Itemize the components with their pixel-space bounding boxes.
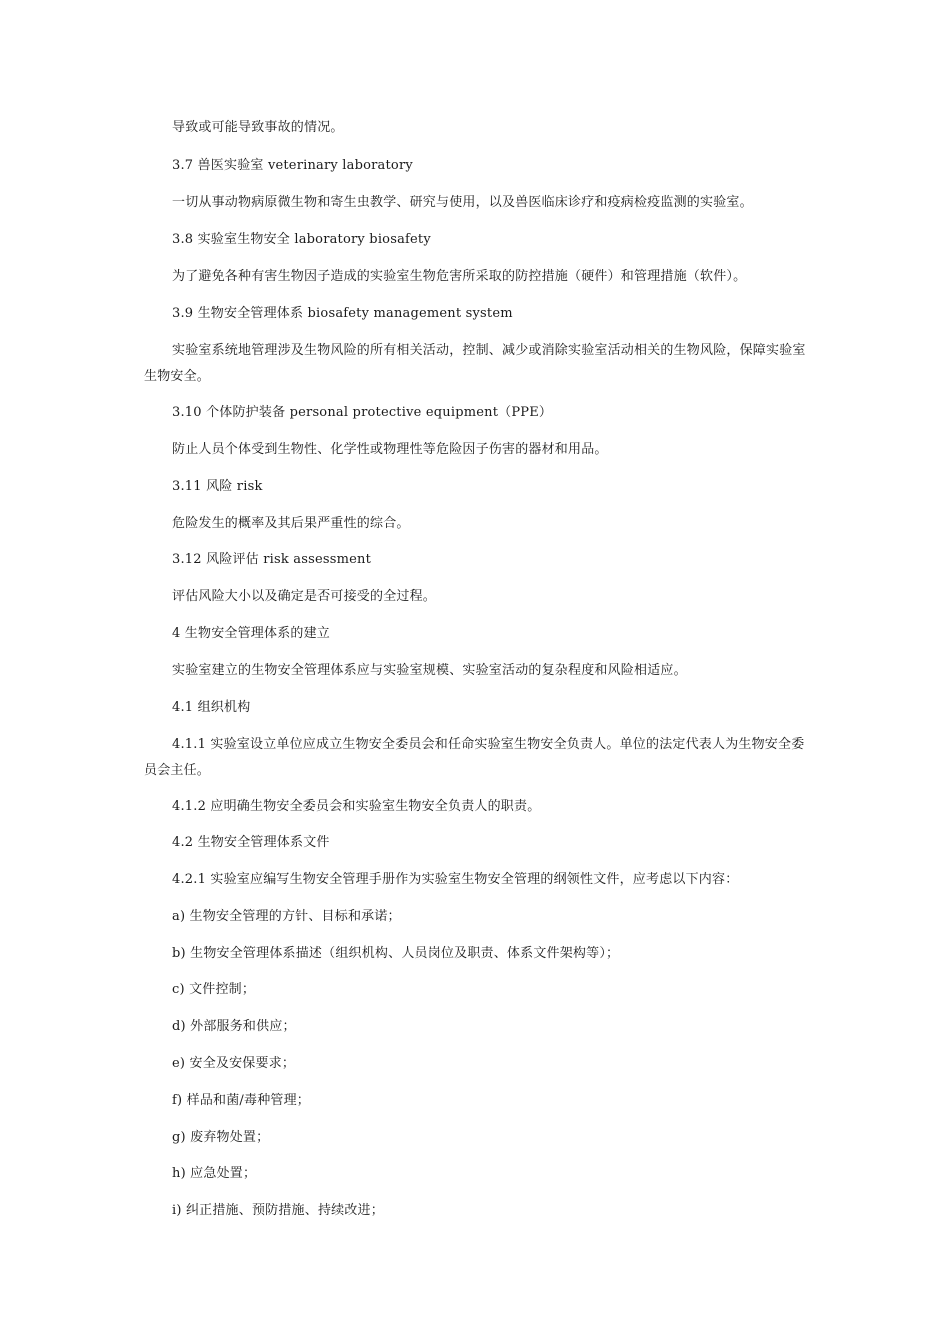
list-item-e: e) 安全及安保要求； [172,1056,296,1071]
text-line-4-2-1: 4.2.1 实验室应编写生物安全管理手册作为实验室生物安全管理的纲领性文件，应考虑以下内容： [172,872,739,887]
paragraph-4-1-1: 4.1.1 实验室设立单位应成立生物安全委员会和任命实验室生物安全负责人。单位的法定代表人为生物安全委员会主任。 [144,737,805,778]
text-line-4-1-2: 4.1.2 应明确生物安全委员会和实验室生物安全负责人的职责。 [172,799,541,814]
text-line-3-7-def: 一切从事动物病原微生物和寄生虫教学、研究与使用，以及兽医临床诊疗和疫病检疫监测的实验室。 [172,195,753,210]
list-item-h: h) 应急处置； [172,1166,257,1181]
list-item-i: i) 纠正措施、预防措施、持续改进； [172,1203,384,1218]
list-item-a: a) 生物安全管理的方针、目标和承诺； [172,909,401,924]
text-line-4-intro: 实验室建立的生物安全管理体系应与实验室规模、实验室活动的复杂程度和风险相适应。 [172,663,687,678]
section-heading-3-8: 3.8 实验室生物安全 laboratory biosafety [172,232,431,247]
section-heading-4-2: 4.2 生物安全管理体系文件 [172,835,330,850]
text-line-3-12-def: 评估风险大小以及确定是否可接受的全过程。 [172,589,437,604]
section-heading-3-11: 3.11 风险 risk [172,479,263,494]
section-heading-3-7: 3.7 兽医实验室 veterinary laboratory [172,158,413,173]
section-heading-3-10: 3.10 个体防护装备 personal protective equipment（PPE） [172,405,553,420]
section-heading-4: 4 生物安全管理体系的建立 [172,626,331,641]
text-line-1: 导致或可能导致事故的情况。 [172,120,344,135]
section-heading-3-12: 3.12 风险评估 risk assessment [172,552,372,567]
section-heading-3-9: 3.9 生物安全管理体系 biosafety management system [172,306,513,321]
list-item-d: d) 外部服务和供应； [172,1019,296,1034]
text-line-3-8-def: 为了避免各种有害生物因子造成的实验室生物危害所采取的防控措施（硬件）和管理措施（软件）。 [172,269,747,284]
section-heading-4-1: 4.1 组织机构 [172,700,251,715]
list-item-f: f) 样品和菌/毒种管理； [172,1093,310,1108]
list-item-b: b) 生物安全管理体系描述（组织机构、人员岗位及职责、体系文件架构等）； [172,946,620,961]
list-item-g: g) 废弃物处置； [172,1130,270,1145]
list-item-c: c) 文件控制； [172,982,256,997]
paragraph-3-9-def: 实验室系统地管理涉及生物风险的所有相关活动，控制、减少或消除实验室活动相关的生物风险，保障实验室生物安全。 [144,343,806,384]
text-line-3-11-def: 危险发生的概率及其后果严重性的综合。 [172,516,410,531]
text-line-3-10-def: 防止人员个体受到生物性、化学性或物理性等危险因子伤害的器材和用品。 [172,442,608,457]
